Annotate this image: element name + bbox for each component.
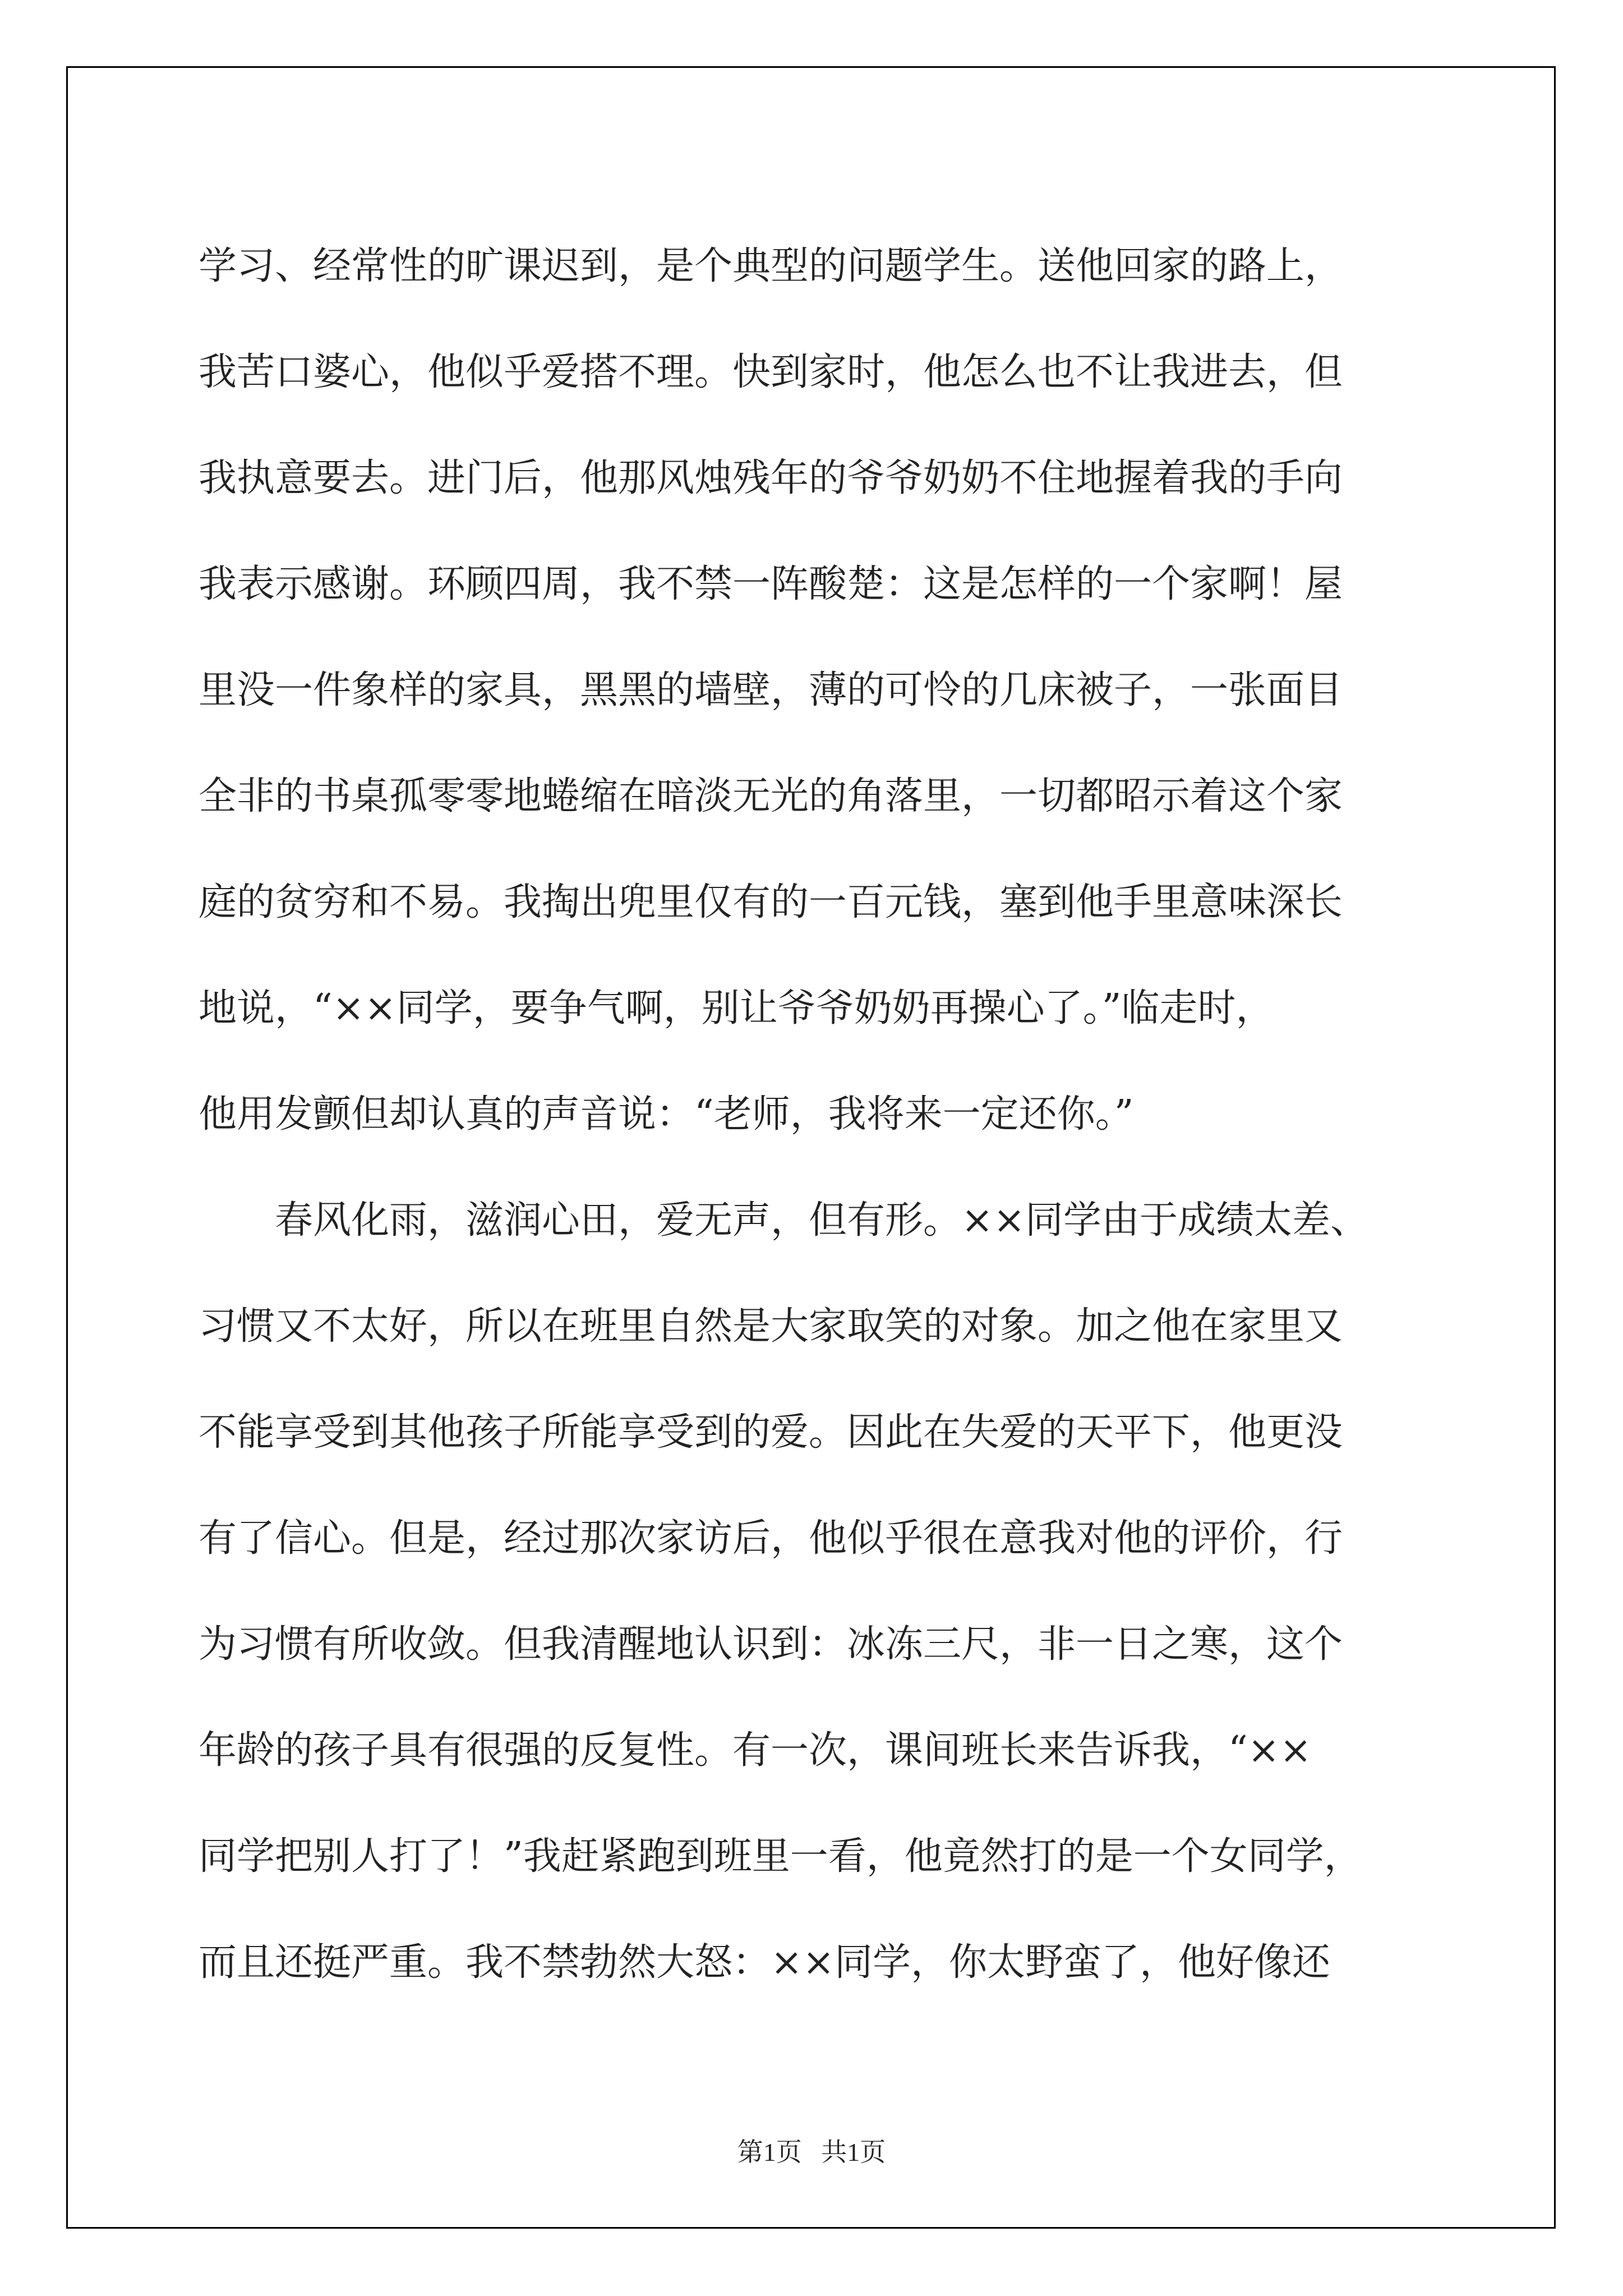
text-line: 同学把别人打了！”我赶紧跑到班里一看，他竟然打的是一个女同学， (199, 1834, 1362, 1879)
text-line: 地说，“××同学，要争气啊，别让爷爷奶奶再操心了。”临走时， (199, 986, 1274, 1030)
text-line: 庭的贫穷和不易。我掏出兜里仅有的一百元钱，塞到他手里意味深长 (199, 880, 1343, 924)
text-line: 春风化雨，滋润心田，爱无声，但有形。××同学由于成绩太差、 (275, 1198, 1368, 1243)
text-line: 我表示感谢。环顾四周，我不禁一阵酸楚：这是怎样的一个家啊！屋 (199, 562, 1343, 606)
text-line: 习惯又不太好，所以在班里自然是大家取笑的对象。加之他在家里又 (199, 1304, 1343, 1349)
text-line: 学习、经常性的旷课迟到，是个典型的问题学生。送他回家的路上， (199, 244, 1343, 288)
text-line: 不能享受到其他孩子所能享受到的爱。因此在失爱的天平下，他更没 (199, 1410, 1343, 1455)
text-line: 我执意要去。进门后，他那风烛残年的爷爷奶奶不住地握着我的手向 (199, 456, 1343, 500)
text-line: 年龄的孩子具有很强的反复性。有一次，课间班长来告诉我，“×× (199, 1728, 1312, 1773)
text-line: 有了信心。但是，经过那次家访后，他似乎很在意我对他的评价，行 (199, 1516, 1343, 1561)
text-line: 里没一件象样的家具，黑黑的墙壁，薄的可怜的几床被子，一张面目 (199, 668, 1343, 712)
text-line: 为习惯有所收敛。但我清醒地认识到：冰冻三尺，非一日之寒，这个 (199, 1622, 1343, 1667)
document-body (199, 213, 1453, 2016)
page-footer: 第1页 共1页 (737, 2138, 886, 2166)
text-line: 我苦口婆心，他似乎爱搭不理。快到家时，他怎么也不让我进去，但 (199, 350, 1343, 394)
text-line: 全非的书桌孤零零地蜷缩在暗淡无光的角落里，一切都昭示着这个家 (199, 774, 1343, 818)
text-line: 他用发颤但却认真的声音说：“老师，我将来一定还你。” (199, 1092, 1134, 1137)
text-line: 而且还挺严重。我不禁勃然大怒：××同学，你太野蛮了，他好像还 (199, 1940, 1330, 1985)
